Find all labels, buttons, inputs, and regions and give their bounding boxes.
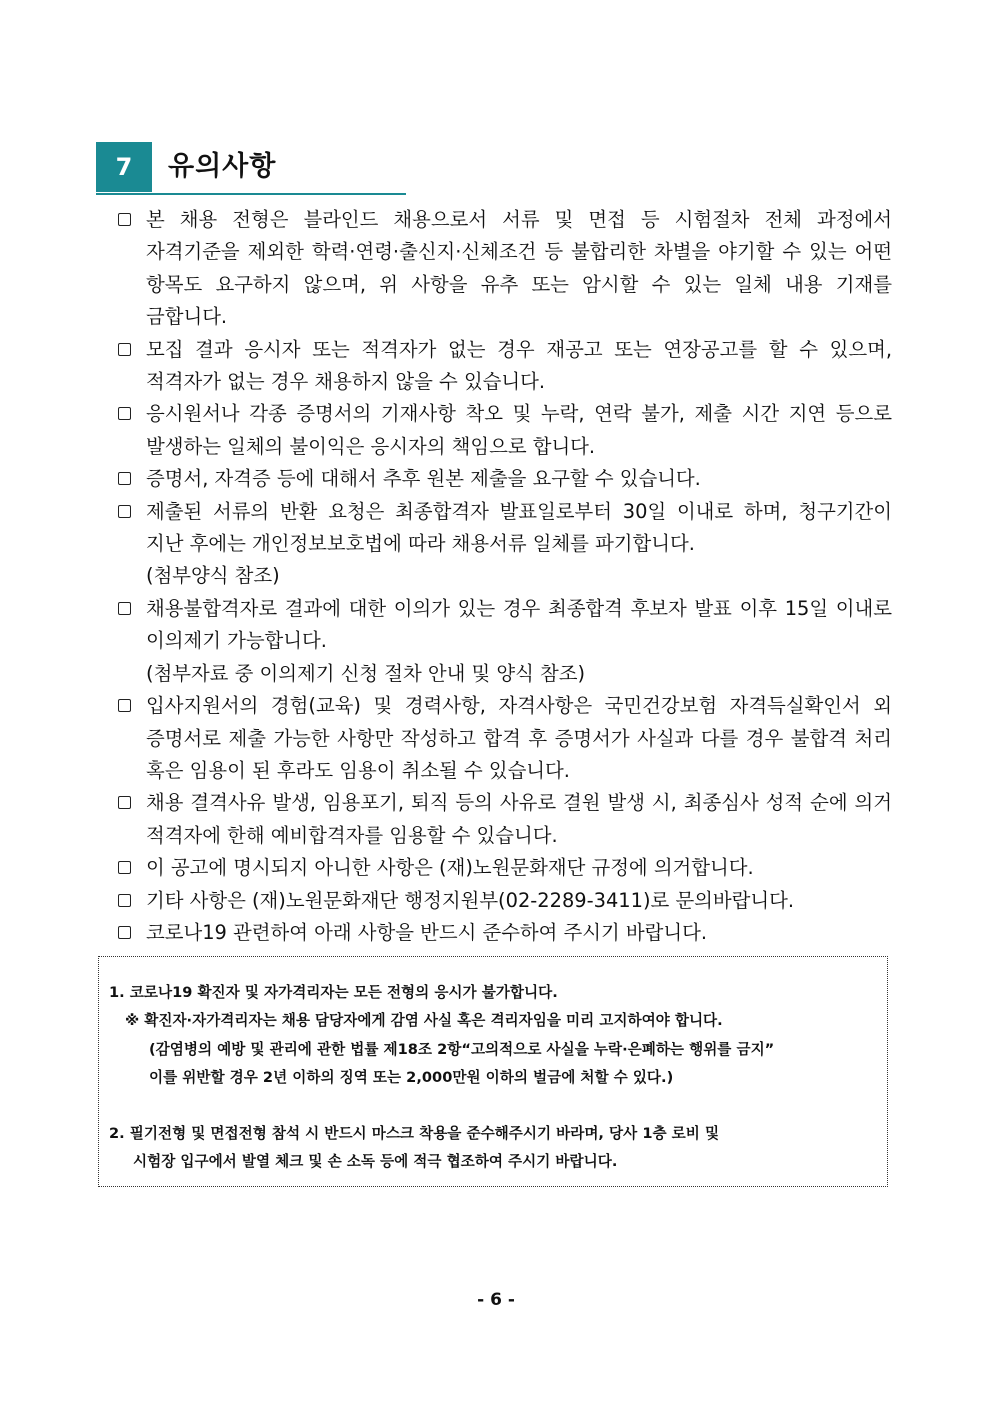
list-item [116,463,892,495]
checkbox-icon [118,894,131,907]
list-item [116,690,892,787]
covid-notice-box [98,956,888,1187]
checkbox-icon [118,407,131,420]
section-number: 7 [96,142,152,192]
item-text: 기타 사항은 (재)노원문화재단 행정지원부(02-2289-3411)로 문의바랍니다. [146,888,794,912]
list-item [116,593,892,690]
section-header [96,142,406,195]
item-text: 코로나19 관련하여 아래 사항을 반드시 준수하여 주시기 바랍니다. [146,920,707,944]
item-text: 응시원서나 각종 증명서의 기재사항 착오 및 누락, 연락 불가, 제출 시간 지연 등으로 발생하는 일체의 불이익은 응시자의 책임으로 합니다. [146,402,892,458]
checkbox-icon [118,796,131,809]
item-text: 이 공고에 명시되지 아니한 사항은 (재)노원문화재단 규정에 의거합니다. [146,856,754,880]
checkbox-icon [118,472,131,485]
notice-line: 1. 코로나19 확진자 및 자가격리자는 모든 전형의 응시가 불가합니다. [109,984,558,1001]
list-item [116,398,892,463]
list-item [116,885,892,917]
item-text: 입사지원서의 경험(교육) 및 경력사항, 자격사항은 국민건강보험 자격득실확인서 외 증명서로 제출 가능한 사항만 작성하고 합격 후 증명서가 사실과 다를 경우 불합격 처리 혹은 임용이 된 후라도 임용이 취소될 수 있습니다. [146,694,892,782]
item-text: 증명서, 자격증 등에 대해서 추후 원본 제출을 요구할 수 있습니다. [146,467,701,491]
list-item [116,334,892,399]
notice-spacer [109,1092,887,1120]
checkbox-icon [118,505,131,518]
item-text: 채용 결격사유 발생, 임용포기, 퇴직 등의 사유로 결원 발생 시, 최종심사 성적 순에 의거 적격자에 한해 예비합격자를 임용할 수 있습니다. [146,791,892,847]
notice-line: 2. 필기전형 및 면접전형 참석 시 반드시 마스크 착용을 준수해주시기 바라며, 당사 1층 로비 및 [109,1125,720,1143]
notice-line: 시험장 입구에서 발열 체크 및 손 소독 등에 적극 협조하여 주시기 바랍니다. [133,1153,618,1171]
list-item [116,204,892,334]
list-item [116,787,892,852]
checkbox-icon [118,602,131,615]
checkbox-icon [118,343,131,356]
checkbox-icon [118,213,131,226]
section-title: 유의사항 [168,151,277,182]
item-text: 제출된 서류의 반환 요청은 최종합격자 발표일로부터 30일 이내로 하며, 청구기간이 지난 후에는 개인정보보호법에 따라 채용서류 일체를 파기합니다. [146,499,892,556]
notice-line: (감염병의 예방 및 관리에 관한 법률 제18조 2항“고의적으로 사실을 누락·은폐하는 행위를 금지” [149,1040,775,1058]
notice-line: ※ 확진자·자가격리자는 채용 담당자에게 감염 사실 혹은 격리자임을 미리 고지하여야 합니다. [125,1012,723,1030]
checkbox-icon [118,699,131,712]
section-underline [96,193,406,195]
notes-list [116,204,892,949]
checkbox-icon [118,926,131,939]
checkbox-icon [118,861,131,874]
item-note: (첨부자료 중 이의제기 신청 절차 안내 및 양식 참조) [146,661,586,685]
item-text: 본 채용 전형은 블라인드 채용으로서 서류 및 면접 등 시험절차 전체 과정에서 자격기준을 제외한 학력·연령·출신지·신체조건 등 불합리한 차별을 야기할 수 있는 어떤 항목도 요구하지 않으며, 위 사항을 유추 또는 암시할 수 있는 일체 내용 기재를 금합니다. [146,208,892,329]
list-item [116,917,892,949]
page-number: - 6 - [477,1290,515,1310]
item-text: 모집 결과 응시자 또는 적격자가 없는 경우 재공고 또는 연장공고를 할 수 있으며, 적격자가 없는 경우 채용하지 않을 수 있습니다. [146,337,892,394]
list-item [116,496,892,593]
item-note: (첨부양식 참조) [146,564,280,588]
item-text: 채용불합격자로 결과에 대한 이의가 있는 경우 최종합격 후보자 발표 이후 15일 이내로 이의제기 가능합니다. [146,596,892,653]
list-item [116,852,892,884]
notice-line: 이를 위반할 경우 2년 이하의 징역 또는 2,000만원 이하의 벌금에 처할 수 있다.) [149,1068,674,1086]
